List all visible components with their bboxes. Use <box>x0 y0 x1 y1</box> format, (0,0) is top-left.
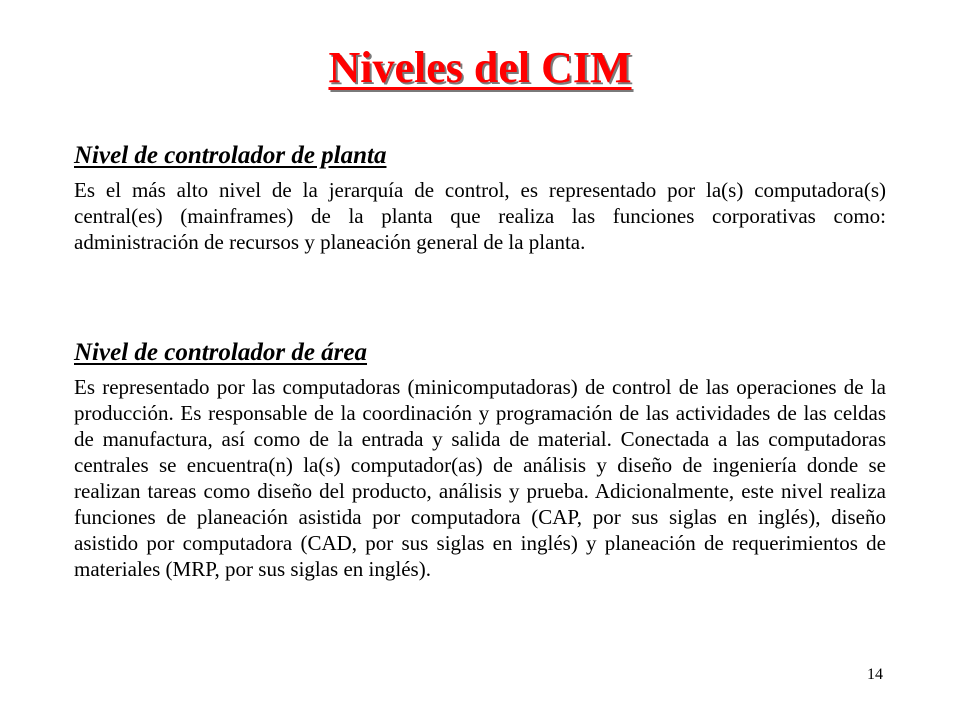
page-number: 14 <box>867 666 883 683</box>
section-heading: Nivel de controlador de área <box>74 339 368 366</box>
section-heading: Nivel de controlador de planta <box>74 142 387 169</box>
slide-title: Niveles del CIM <box>328 43 632 92</box>
section-paragraph: Es el más alto nivel de la jerarquía de control, es representado por la(s) computadora(s) central(es) (mainframes) de la planta que realiza las funciones corporativas como: administración de recursos y planeación general de la planta. <box>74 178 886 255</box>
section-plant-controller <box>74 140 886 255</box>
section-paragraph: Es representado por las computadoras (minicomputadoras) de control de las operaciones de la producción. Es responsable de la coordinación y programación de las actividades de las celdas de manufactura, así como de la entrada y salida de material. Conectada a las computadoras centrales se encuentra(n) la(s) computador(as) de análisis y diseño de ingeniería donde se realizan tareas como diseño del producto, análisis y prueba. Adicionalmente, este nivel realiza funciones de planeación asistida por computadora (CAP, por sus siglas en inglés), diseño asistido por computadora (CAD, por sus siglas en inglés) y planeación de requerimientos de materiales (MRP, por sus siglas en inglés). <box>74 375 886 582</box>
section-area-controller <box>74 337 886 583</box>
